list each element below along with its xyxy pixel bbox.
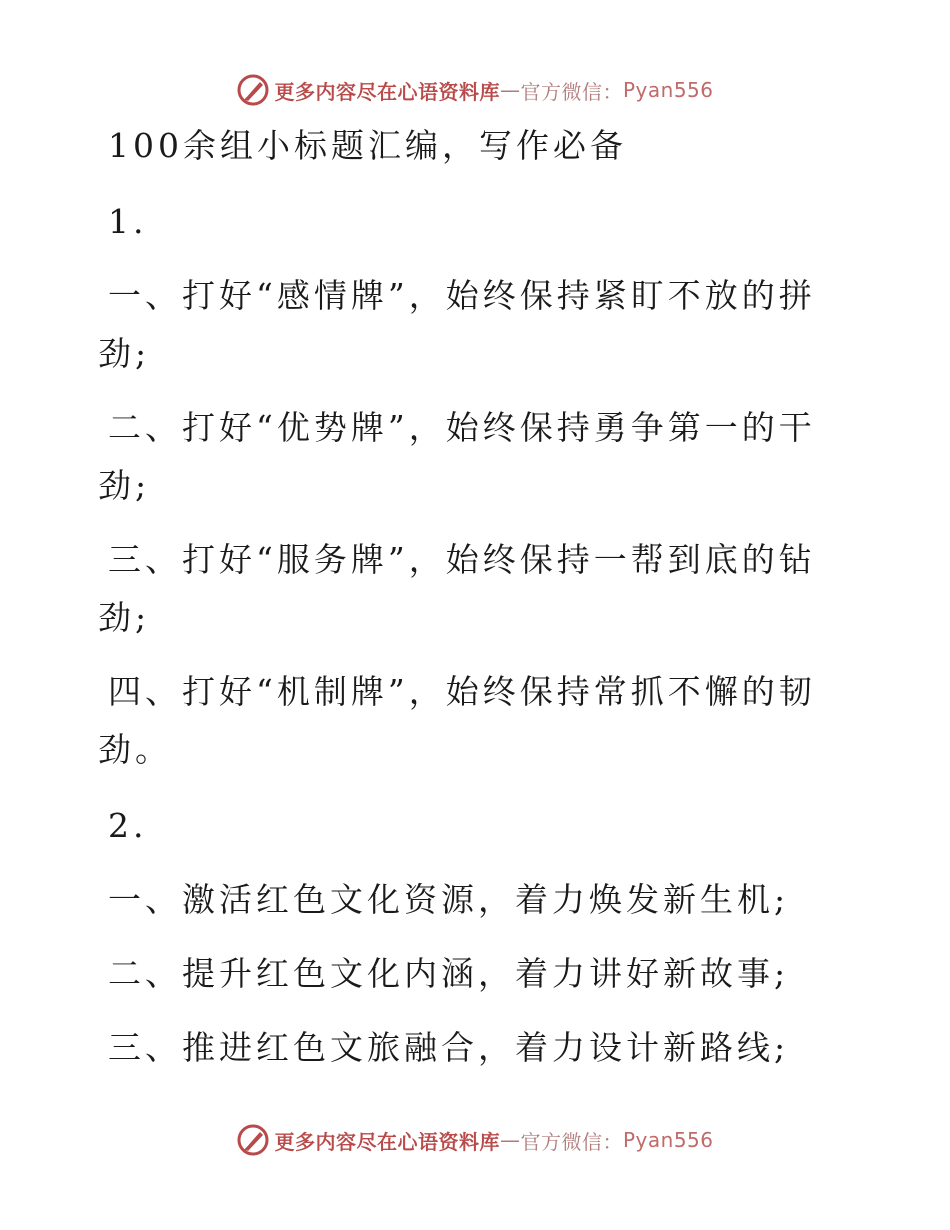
list-item-continuation: 劲; <box>98 334 151 373</box>
section-number: 2. <box>108 806 148 845</box>
list-item-continuation: 劲; <box>98 466 151 505</box>
list-item-line: 三、推进红色文旅融合，着力设计新路线; <box>108 1028 790 1067</box>
section-number: 1. <box>108 202 148 241</box>
watermark-id: Pyan556 <box>622 1128 714 1152</box>
document-title: 100余组小标题汇编，写作必备 <box>108 126 627 165</box>
list-item-continuation: 劲。 <box>98 730 172 769</box>
list-item-line: 二、提升红色文化内涵，着力讲好新故事; <box>108 954 790 993</box>
watermark-label: 官方微信： <box>520 1129 623 1154</box>
watermark-id: Pyan556 <box>622 78 714 102</box>
watermark-separator: — <box>499 1128 521 1152</box>
watermark-separator: — <box>499 78 521 102</box>
list-item-line: 四、打好“机制牌”，始终保持常抓不懈的韧 <box>108 672 816 711</box>
list-item-line: 一、打好“感情牌”，始终保持紧盯不放的拼 <box>108 276 816 315</box>
list-item-line: 二、打好“优势牌”，始终保持勇争第一的干 <box>108 408 816 447</box>
watermark-main-text: 更多内容尽在心语资料库 <box>274 1129 500 1154</box>
quill-pen-icon <box>236 1123 270 1157</box>
list-item-continuation: 劲; <box>98 598 151 637</box>
header-watermark <box>0 70 950 110</box>
list-item-line: 三、打好“服务牌”，始终保持一帮到底的钻 <box>108 540 816 579</box>
quill-pen-icon <box>236 73 270 107</box>
watermark-label: 官方微信： <box>520 79 623 104</box>
footer-watermark <box>0 1120 950 1160</box>
list-item-line: 一、激活红色文化资源，着力焕发新生机; <box>108 880 790 919</box>
watermark-main-text: 更多内容尽在心语资料库 <box>274 79 500 104</box>
